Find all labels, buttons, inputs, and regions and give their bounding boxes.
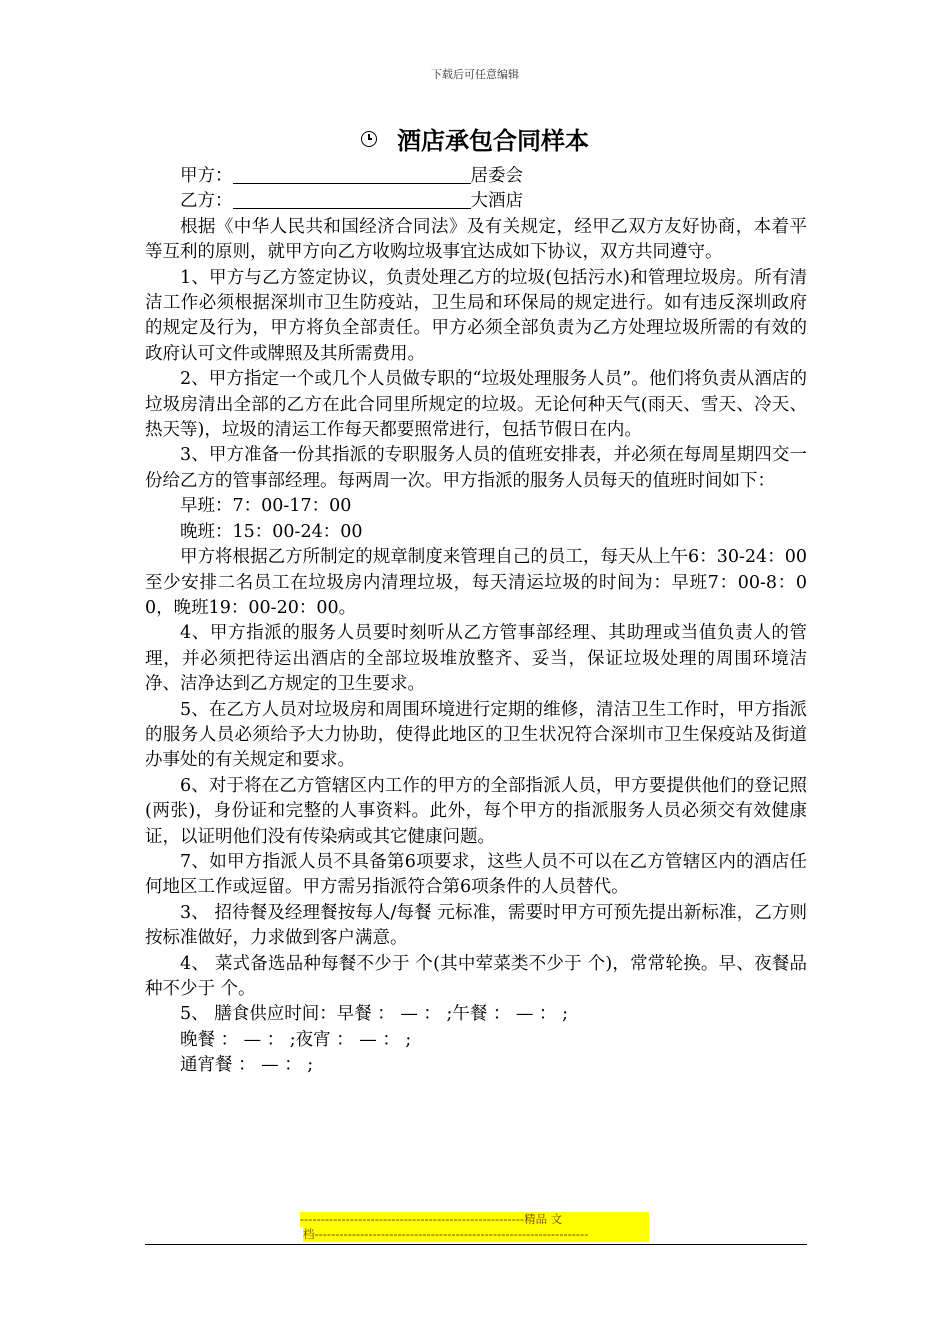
paragraph-clause-1: 1、甲方与乙方签定协议，负责处理乙方的垃圾(包括污水)和管理垃圾房。所有清洁工作必须根据深圳市卫生防疫站，卫生局和环保局的规定进行。如有违反深圳政府的规定及行为，甲方将负全部责任。甲方必须全部负责为乙方处理垃圾所需的有效的政府认可文件或牌照及其所需费用。 — [145, 267, 807, 364]
paragraph-clause-5: 5、在乙方人员对垃圾房和周围环境进行定期的维修，清洁卫生工作时，甲方指派的服务人员必须给予大力协助，使得此地区的卫生状况符合深圳市卫生保疫站及街道办事处的有关规定和要求。 — [145, 699, 807, 771]
paragraph-clause-6: 6、对于将在乙方管辖区内工作的甲方的全部指派人员，甲方要提供他们的登记照(两张)，身份证和完整的人事资料。此外，每个甲方的指派服务人员必须交有效健康证，以证明他们没有传染病或其它健康问题。 — [145, 775, 807, 847]
party-b-line: 乙方： 大酒店 — [180, 191, 523, 212]
page-header-note: 下载后可任意编辑 — [431, 68, 519, 81]
party-a-line: 甲方： 居委会 — [180, 166, 523, 186]
paragraph-overnight-meal: 通宵餐 ： — ： ; — [180, 1055, 314, 1076]
party-a-blank — [233, 165, 471, 184]
paragraph-clause-4: 4、甲方指派的服务人员要时刻听从乙方管事部经理、其助理或当值负责人的管理，并必须把待运出酒店的全部垃圾堆放整齐、妥当，保证垃圾处理的周围环境洁净、洁净达到乙方规定的卫生要求。 — [145, 623, 807, 695]
party-b-blank — [233, 190, 471, 209]
document-title-row — [0, 124, 950, 158]
paragraph-intro: 根据《中华人民共和国经济合同法》及有关规定，经甲乙双方友好协商，本着平等互利的原则，就甲方向乙方收购垃圾事宜达成如下协议，双方共同遵守。 — [145, 216, 807, 263]
paragraph-clause-2: 2、甲方指定一个或几个人员做专职的“垃圾处理服务人员”。他们将负责从酒店的垃圾房清出全部的乙方在此合同里所规定的垃圾。无论何种天气(雨天、雪天、冷天、热天等)，垃圾的清运工作每天都要照常进行，包括节假日在内。 — [145, 369, 807, 441]
clock-icon — [361, 131, 377, 147]
paragraph-clause-3: 3、甲方准备一份其指派的专职服务人员的值班安排表，并必须在每周星期四交一份给乙方的管事部经理。每两周一次。甲方指派的服务人员每天的值班时间如下： — [145, 445, 807, 491]
paragraph-dinner-times: 晚餐 ： — ： ;夜宵 ： — ： ; — [180, 1029, 412, 1050]
footer-watermark-banner — [300, 1212, 649, 1242]
contract-body — [145, 165, 807, 1079]
paragraph-morning-shift: 早班：7：00-17：00 — [180, 496, 352, 517]
footer-divider — [145, 1244, 807, 1245]
paragraph-menu-variety: 4、 菜式备选品种每餐不少于 个(其中荤菜类不少于 个)，常常轮换。早、夜餐品种不少于 个。 — [145, 953, 807, 999]
paragraph-meal-times: 5、 膳食供应时间：早餐 ： — ： ;午餐 ： — ： ; — [180, 1004, 568, 1025]
paragraph-evening-shift: 晚班：15：00-24：00 — [180, 521, 363, 542]
footer-banner-line-2: 档------------------------------------------------------------------ — [303, 1227, 649, 1242]
footer-banner-line-1: ------------------------------------------------------精品 文 — [300, 1212, 649, 1227]
paragraph-clause-7: 7、如甲方指派人员不具备第6项要求，这些人员不可以在乙方管辖区内的酒店任何地区工作或逗留。甲方需另指派符合第6项条件的人员替代。 — [145, 851, 807, 898]
paragraph-staff-management: 甲方将根据乙方所制定的规章制度来管理自己的员工，每天从上午6：30-24：00至少安排二名员工在垃圾房内清理垃圾，每天清运垃圾的时间为：早班7：00-8：00，晚班19：00-20：00。 — [145, 547, 807, 618]
document-title: 酒店承包合同样本 — [397, 127, 589, 155]
paragraph-meal-standard: 3、 招待餐及经理餐按每人/每餐 元标准，需要时甲方可预先提出新标准，乙方则按标准做好，力求做到客户满意。 — [145, 902, 807, 949]
